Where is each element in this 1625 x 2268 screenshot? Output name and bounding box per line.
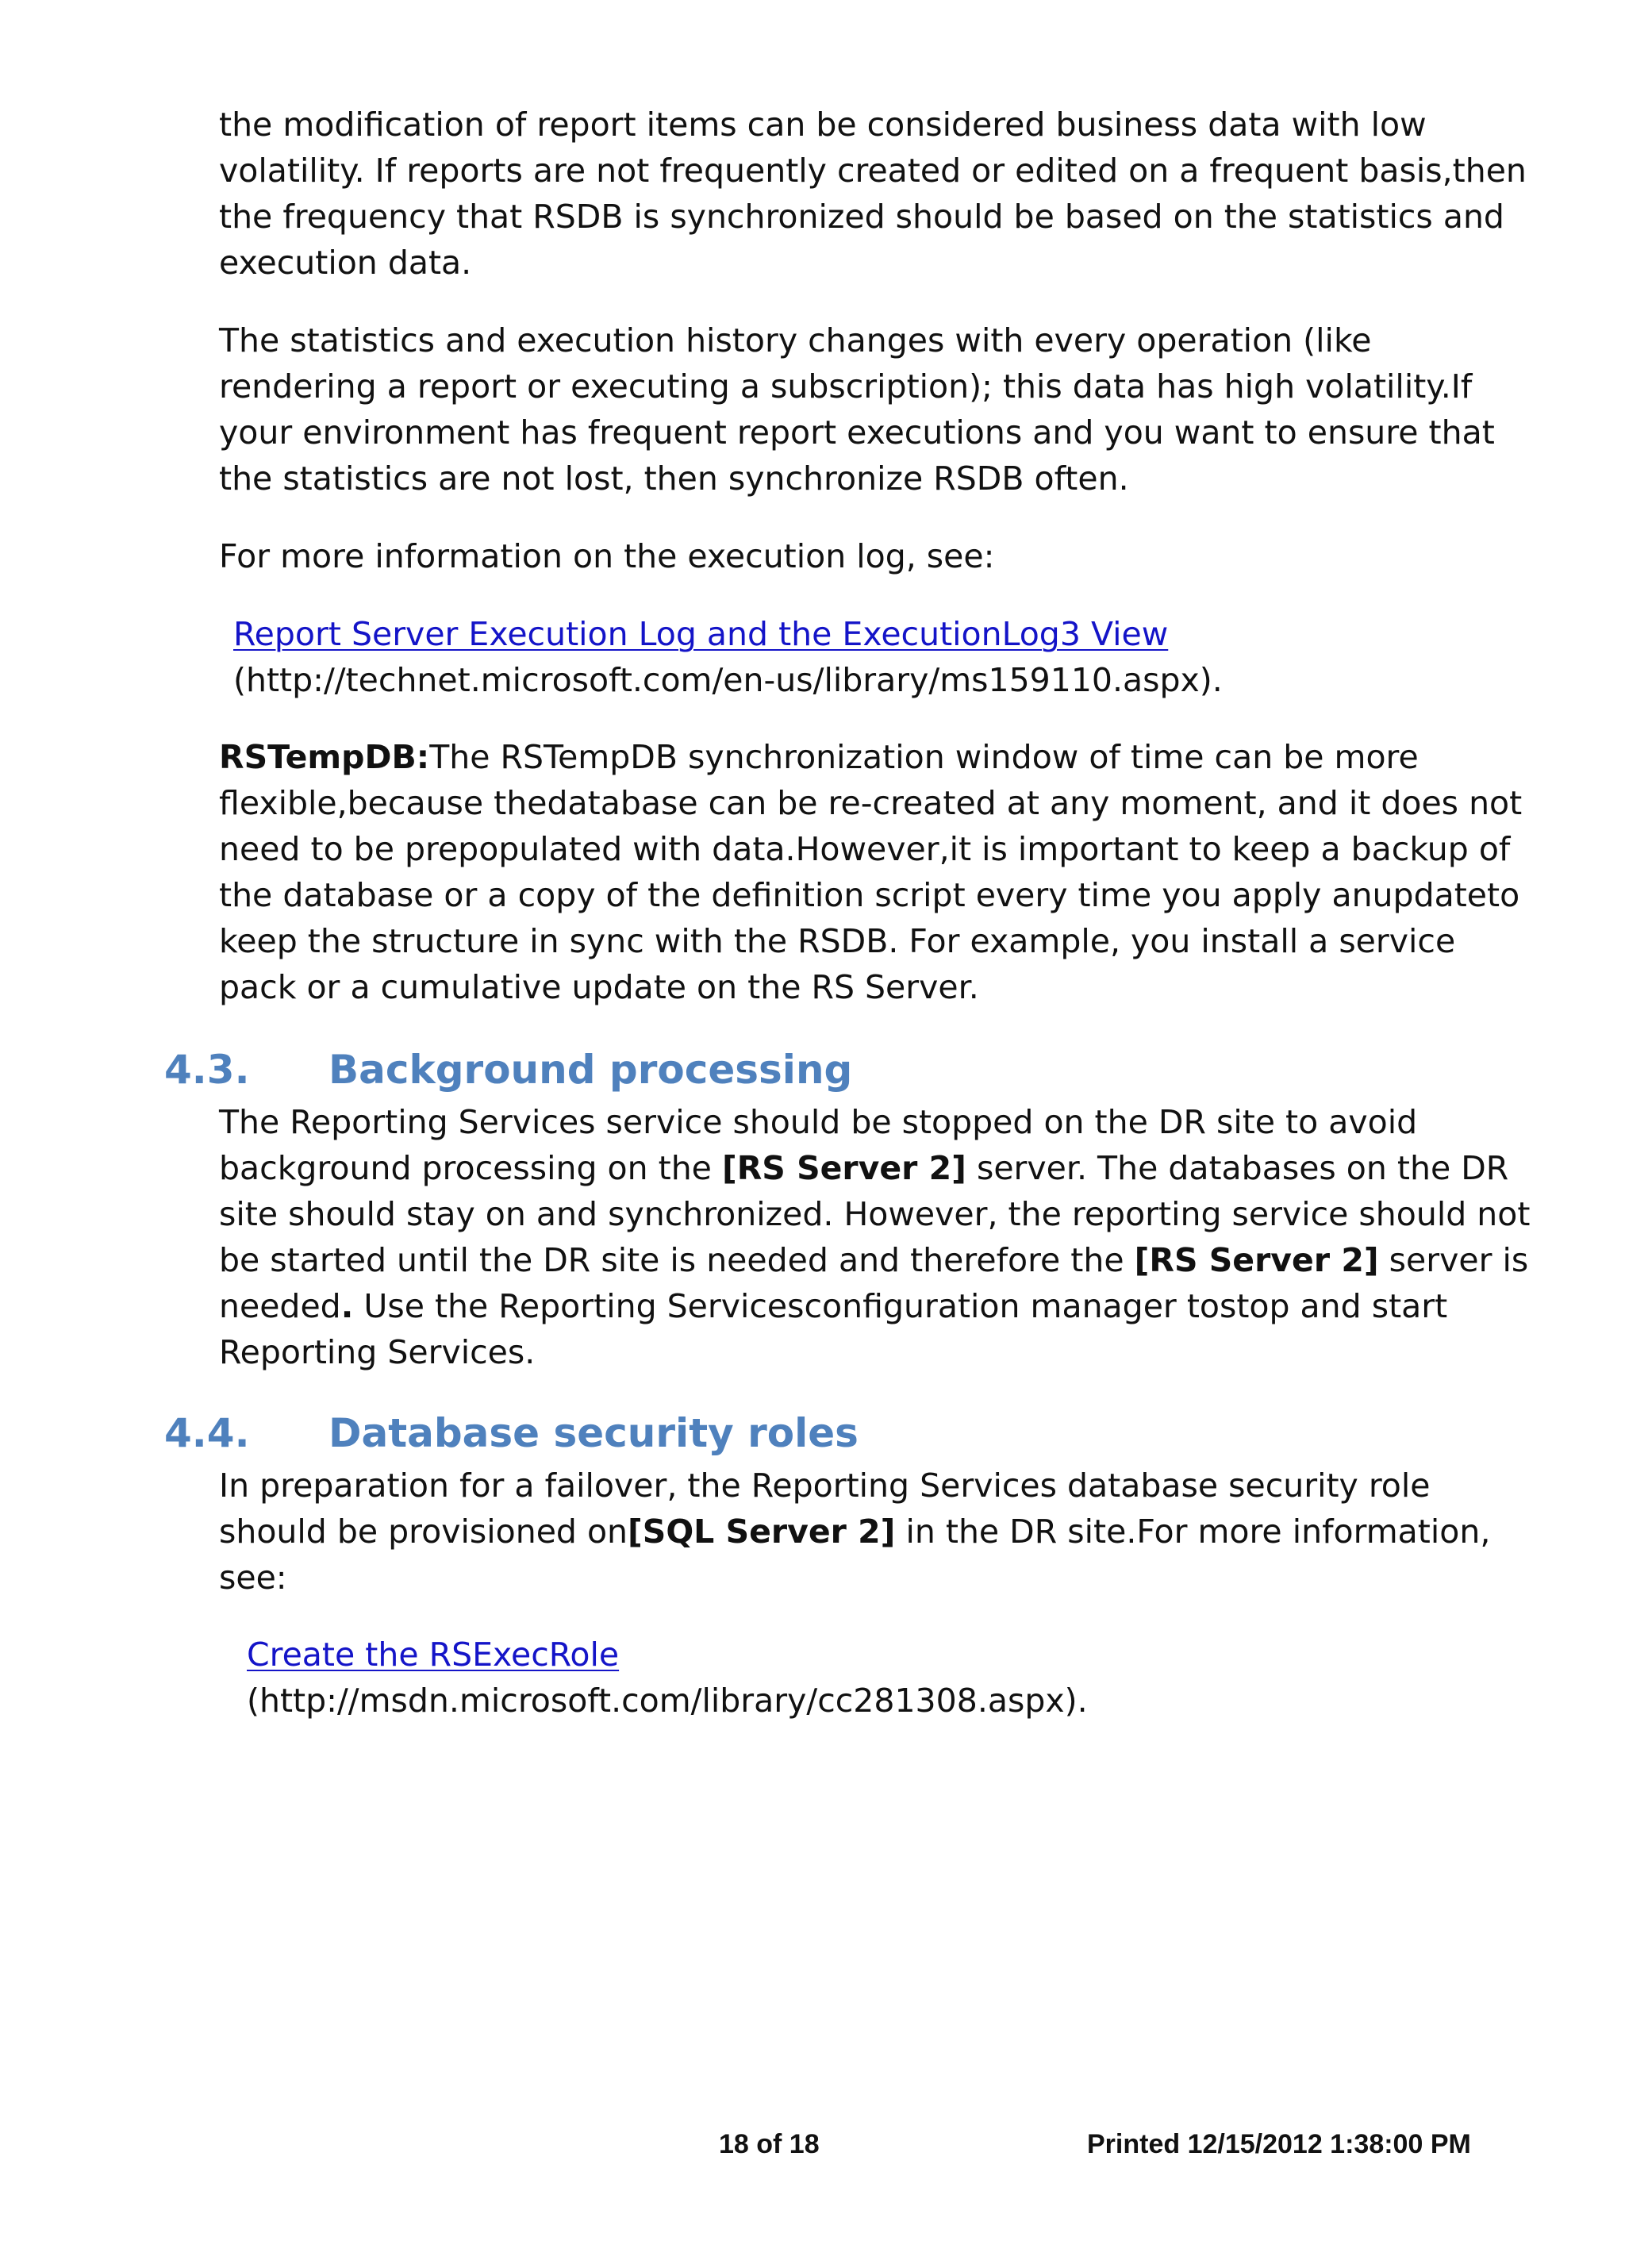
sec-text-2: in the DR site.For more information, see: <box>219 1513 1491 1597</box>
paragraph-rsdb-volatility: the modification of report items can be considered business data with low volatility. If reports are not frequently created or edited on a frequent basis,then the frequency that RSDB is synchronized should be based on the statistics and execution data. <box>219 106 1527 282</box>
rstempdb-text: The RSTempDB synchronization window of time can be more flexible,because thedatabase can be re-created at any moment, and it does not need to be prepopulated with data.However,it is important to keep a backup of the database or a copy of the definition script every time you apply anupdateto keep the structure in sync with the RSDB. For example, you install a service pack or a cumulative update on the RS Server. <box>219 738 1523 1006</box>
section-title-4-4: Database security roles <box>328 1410 859 1456</box>
bg-text-2: server. The databases on the DR site should stay on and synchronized. However, the reporting service should not be started until the DR site is needed and therefore the <box>219 1149 1531 1279</box>
bg-bold-period: . <box>340 1287 354 1325</box>
bg-text-4: Use the Reporting Servicesconfiguration manager tostop and start Reporting Services. <box>219 1287 1448 1371</box>
reference-execution-log <box>233 611 1535 703</box>
sec-text-1: In preparation for a failover, the Reporting Services database security role should be provisioned on <box>219 1467 1431 1551</box>
paragraph-execution-log-intro: For more information on the execution log, see: <box>219 537 995 575</box>
execution-log-link[interactable]: Report Server Execution Log and the ExecutionLog3 View <box>233 615 1169 653</box>
footer-page-number: 18 of 18 <box>719 2129 820 2159</box>
heading-database-security-roles <box>164 1409 859 1457</box>
paragraph-statistics-history: The statistics and execution history changes with every operation (like rendering a report or executing a subscription); this data has high volatility.If your environment has frequent report executions and you want to ensure that the statistics are not lost, then synchronize RSDB often. <box>219 321 1495 498</box>
rsexecrole-url: (http://msdn.microsoft.com/library/cc281308.aspx). <box>247 1682 1088 1720</box>
reference-rsexecrole <box>247 1632 1532 1724</box>
section-number-4-4: 4.4. <box>164 1410 250 1456</box>
execution-log-url: (http://technet.microsoft.com/en-us/library/ms159110.aspx). <box>233 661 1223 699</box>
paragraph-security-roles <box>219 1463 1536 1601</box>
heading-background-processing <box>164 1046 852 1094</box>
rs-server-2-ref: [RS Server 2] <box>1134 1241 1379 1279</box>
rstempdb-label: RSTempDB: <box>219 738 430 776</box>
paragraph-background-processing <box>219 1099 1536 1375</box>
rsexecrole-link[interactable]: Create the RSExecRole <box>247 1636 620 1674</box>
rs-server-2-ref: [RS Server 2] <box>721 1149 966 1187</box>
section-number-4-3: 4.3. <box>164 1047 250 1093</box>
paragraph-rstempdb <box>219 734 1536 1010</box>
bg-text-1: The Reporting Services service should be stopped on the DR site to avoid background processing on the <box>219 1103 1418 1187</box>
bg-text-3: server is needed <box>219 1241 1529 1325</box>
sql-server-2-ref: [SQL Server 2] <box>628 1513 896 1551</box>
footer-printed-date: Printed 12/15/2012 1:38:00 PM <box>1087 2129 1471 2159</box>
section-title-4-3: Background processing <box>328 1047 853 1093</box>
